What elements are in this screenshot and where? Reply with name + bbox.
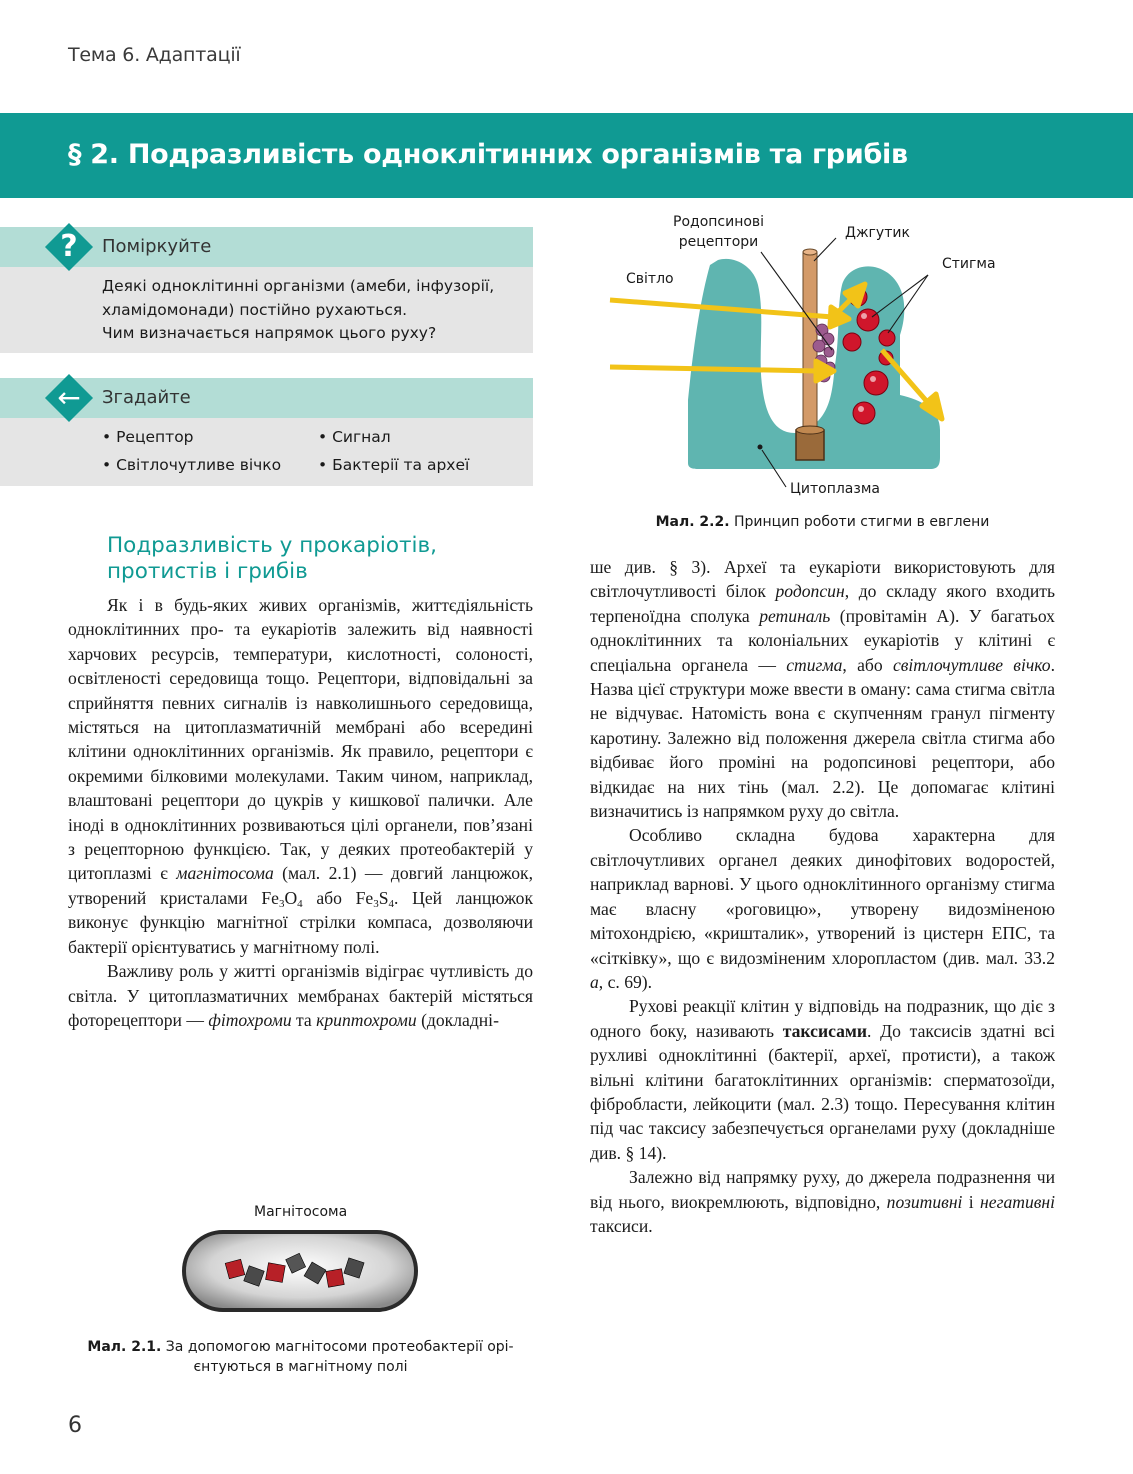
recall-box-title: Згадайте (102, 387, 191, 408)
think-box-text (102, 275, 494, 346)
right-column-text (590, 555, 1055, 1238)
cytoplasm-label: Цитоплазма (790, 481, 880, 497)
running-head: Тема 6. Адаптації (68, 44, 241, 66)
arrow-left-icon: ← (57, 381, 81, 414)
figure-2-2-caption: Мал. 2.2. Принцип роботи стигми в евглени (655, 514, 990, 530)
think-line-1: Деякі одноклітинні організми (амеби, інфузорії, (102, 277, 495, 295)
paragraph: ше див. § 3). Археї та еукаріоти використовують для світлочутливості білок родопсин, до складу якого входить терпеноїдна сполука ретиналь (провітамін А). У багатьох одноклітинних та колоніальних еукаріотів у клітині є спеціальна органела — стигма, або світлочутливе вічко. Назва цієї структури може ввести в оману: сама стигма світла не відчуває. Натомість вона є скупченням гранул пігменту каротину. Залежно від положення джерела світла стигма або відбиває його проміні на родопсинові рецептори, або відкидає на них тінь (мал. 2.2). Це допомагає клітині визначитись із напрямком руху до світла. (590, 557, 1055, 822)
flagellum-label: Джгутик (845, 225, 910, 241)
question-icon: ? (60, 229, 78, 264)
recall-item: • Світлочутливе вічко (102, 456, 282, 474)
recall-item: • Бактерії та археї (318, 456, 470, 474)
rhodopsin-receptors-label: Родопсинові рецептори (673, 214, 765, 250)
think-line-3: Чим визначається напрямок цього руху? (102, 324, 437, 342)
think-box-title: Поміркуйте (102, 236, 212, 257)
magnetosome-label: Магнітосома (254, 1204, 348, 1220)
subsection-heading-line-2: протистів і грибів (107, 559, 308, 584)
think-line-2: хламідомонади) постійно рухаються. (102, 300, 408, 319)
subsection-heading (107, 533, 437, 585)
page-number: 6 (68, 1413, 82, 1438)
paragraph: Рухові реакції клітин у відповідь на подразник, що діє з одного боку, називають таксисами. До таксисів здатні всі рухливі одноклітинні (бактерії, археї, протисти), а також вільні клітини багатоклітинних організмів: сперматозоїди, фібробласти, лейкоцити (мал. 2.3) тощо. Пересування клітин під час таксису забезпечується органелами руху (докладніше див. § 14). (590, 996, 1055, 1163)
figure-2-1-caption: Мал. 2.1. За допомогою магнітосоми протеобактерії орі- єнтуються в магнітному полі (87, 1339, 514, 1375)
subsection-heading-line-1: Подразливість у прокаріотів, (107, 533, 438, 558)
light-label: Світло (626, 271, 674, 287)
paragraph: Важливу роль у житті організмів відіграє чутливість до світла. У цитоплазматичних мембранах бактерій містяться фоторецептори — фітохроми та криптохроми (докладні- (68, 961, 533, 1030)
section-title: § 2. Подразливість одноклітинних організмів та грибів (68, 139, 908, 170)
magnetosome-figure (180, 1228, 420, 1314)
section-title-bar (0, 113, 1133, 198)
left-column-text (68, 593, 533, 1032)
paragraph: Особливо складна будова характерна для світлочутливих органел деяких динофітових водоростей, наприклад варнові. У цього одноклітинного організму стигма має власну «роговицю», утворену видозміненою мітохондрією, «кришталик», утворений із цистерн ЕПС, та «сітківку», що є видозміненим хлоропластом (див. мал. 33.2 а, с. 69). (590, 825, 1055, 992)
euglena-stigma-figure (600, 205, 1020, 505)
recall-item: • Рецептор (102, 428, 194, 446)
paragraph: Залежно від напрямку руху, до джерела подразнення чи від нього, виокремлюють, відповідно, позитивні і негативні таксиси. (590, 1167, 1056, 1236)
paragraph: Як і в будь-яких живих організмів, життєдіяльність одноклітинних про- та еукаріотів залежить від наявності харчових ресурсів, температури, кислотності, солоності, освітленості середовища тощо. Рецептори, відповідальні за сприйняття певних сигналів із навколишнього середовища, містяться на цитоплазматичній мембрані або всередині клітини одноклітинних організмів. Як правило, рецептори є окремими білковими молекулами. Таким чином, наприклад, влаштовані рецептори до цукрів у кишкової палички. Але іноді в одноклітинних розвиваються цілі органели, пов’язані з рецепторною функцією. Так, у деяких протеобактерій у цитоплазмі є магнітосома (мал. 2.1) — довгий ланцюжок, утворений кристалами $Fe_3O_4$ або $Fe_3S_4$. Цей ланцюжок виконує функцію магнітної стрілки компаса, дозволяючи бактерії орієнтуватись у магнітному полі. (68, 595, 534, 957)
stigma-label: Стигма (942, 256, 996, 272)
recall-item: • Сигнал (318, 428, 391, 446)
